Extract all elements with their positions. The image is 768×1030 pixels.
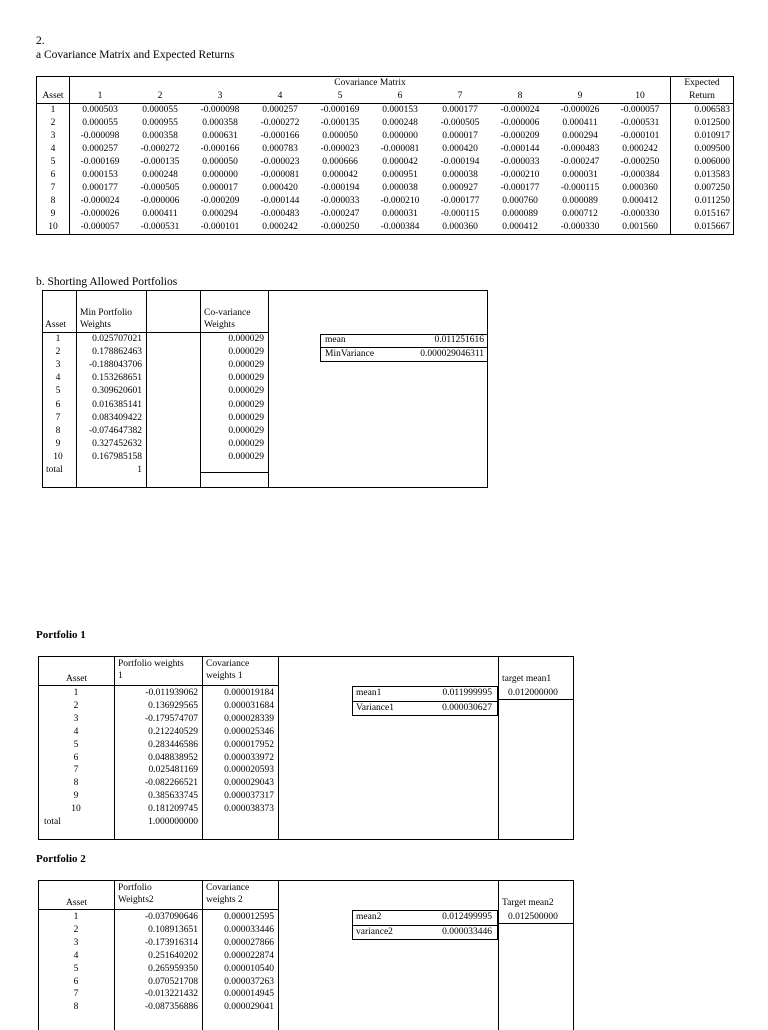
cov-value-cell: -0.000006 [500,118,540,128]
asset-number: 5 [73,963,79,974]
p1-col2-header-2: weights 1 [206,671,243,681]
total-label: total [46,465,63,475]
portfolio-weight: -0.011939062 [145,688,198,698]
portfolio-weight: 0.048838952 [148,752,198,763]
cov-value-cell: -0.000250 [610,156,671,169]
portfolio-weight: 0.167985158 [92,451,142,462]
portfolio-weight: 0.016385141 [92,399,142,410]
cov-value-cell: -0.000483 [260,209,300,219]
total-value: 1.000000000 [148,817,198,827]
cov-value-cell: 0.000412 [502,222,538,232]
cov-column-header: 1 [97,91,103,101]
covariance-weight: 0.000029 [228,412,264,423]
cov-row [37,182,734,195]
expected-return-cell: 0.015667 [694,222,730,232]
total-value: 1 [137,465,142,475]
expected-return-cell: 0.006000 [694,157,730,167]
section-b-title: b. Shorting Allowed Portfolios [36,276,178,288]
cov-value-cell: 0.000420 [262,183,298,193]
portfolio-weight: 0.070521708 [148,976,198,987]
covariance-weight: 0.000027866 [224,937,274,948]
b-col1-header-2: Weights [80,320,111,330]
covariance-weight: 0.000012595 [224,912,274,922]
cov-asset-cell: 7 [37,182,70,195]
stat-value: 0.011251616 [434,335,484,345]
cov-value-cell: 0.000631 [202,131,238,141]
covariance-weight: 0.000029 [228,386,264,397]
divider [42,332,268,333]
covariance-weight: 0.000029 [228,373,264,384]
covariance-weight: 0.000022874 [224,950,274,961]
cov-value-cell: -0.000023 [320,144,360,154]
cov-value-cell: 0.000294 [562,131,598,141]
cov-value-cell: 0.000242 [610,143,671,156]
p1-asset-header: Asset [66,674,88,684]
cov-value-cell: -0.000098 [80,131,120,141]
cov-value-cell: -0.000483 [560,144,600,154]
cov-row [37,156,734,169]
covariance-weight: 0.000029 [228,334,264,344]
p2-target-value: 0.012500000 [508,912,558,922]
cov-asset-cell: 2 [37,117,70,130]
portfolio-weight: 0.385633745 [148,791,198,802]
cov-value-cell: -0.000209 [200,196,240,206]
portfolio-weight: 0.108913651 [148,924,198,935]
cov-value-cell: 0.001560 [610,221,671,235]
cov-value-cell: -0.000057 [80,222,120,232]
divider [498,923,574,924]
portfolio-1-title: Portfolio 1 [36,629,86,641]
p1-col1-header-1: Portfolio weights [118,659,184,669]
cov-asset-cell: 3 [37,130,70,143]
cov-value-cell: -0.000169 [320,105,360,115]
covariance-weight: 0.000033972 [224,752,274,763]
p1-col2-header-1: Covariance [206,659,250,669]
cov-column-header: 3 [217,91,223,101]
covariance-weight: 0.000037263 [224,976,274,987]
cov-value-cell: -0.000272 [140,144,180,154]
portfolio-weight: -0.188043706 [88,360,142,371]
cov-value-cell: -0.000101 [610,130,671,143]
divider [38,685,278,686]
expected-return-cell: 0.011250 [694,196,730,206]
cov-value-cell: -0.000384 [610,169,671,182]
covariance-weight: 0.000029043 [224,778,274,789]
covariance-weight: 0.000019184 [224,688,274,698]
cov-value-cell: -0.000247 [560,157,600,167]
cov-value-cell: -0.000505 [140,183,180,193]
cov-column-header: 7 [457,91,463,101]
expected-return-header-1: Expected [684,78,720,88]
cov-row [37,208,734,221]
cov-value-cell: -0.000026 [80,209,120,219]
p2-col1-header-1: Portfolio [118,883,152,893]
portfolio-weight: 0.251640202 [148,950,198,961]
divider [202,656,203,840]
cov-column-header: 9 [577,91,583,101]
cov-value-cell: 0.000294 [202,209,238,219]
cov-value-cell: -0.000210 [500,170,540,180]
cov-value-cell: -0.000505 [440,118,480,128]
asset-number: 4 [73,726,79,737]
cov-value-cell: 0.000712 [562,209,598,219]
stat-label: mean2 [356,912,382,922]
portfolio-2-title: Portfolio 2 [36,853,86,865]
cov-row [37,195,734,208]
divider [320,347,488,348]
cov-value-cell: 0.000000 [202,170,238,180]
stat-label: MinVariance [325,349,375,359]
expected-return-cell: 0.007250 [694,183,730,193]
cov-value-cell: 0.000042 [382,157,418,167]
cov-value-cell: 0.000038 [382,183,418,193]
portfolio-weight: -0.179574707 [144,713,198,724]
expected-return-cell: 0.013583 [694,170,730,180]
covariance-weight: 0.000020593 [224,765,274,776]
cov-value-cell: -0.000135 [140,157,180,167]
expected-return-cell: 0.006583 [694,105,730,115]
covariance-weight: 0.000038373 [224,804,274,815]
asset-number: 10 [53,451,63,462]
cov-value-cell: -0.000177 [440,196,480,206]
stat-value: 0.000033446 [442,927,492,937]
covariance-weight: 0.000029 [228,425,264,436]
divider [498,880,499,1030]
cov-value-cell: 0.000666 [322,157,358,167]
cov-value-cell: -0.000384 [380,222,420,232]
cov-column-header: 2 [157,91,163,101]
stat-value: 0.012499995 [442,912,492,922]
covariance-weight: 0.000029041 [224,1002,274,1013]
covariance-weight: 0.000010540 [224,963,274,974]
cov-value-cell: 0.000050 [202,157,238,167]
asset-number: 2 [55,347,61,358]
cov-value-cell: 0.000358 [142,131,178,141]
cov-value-cell: 0.000050 [322,131,358,141]
portfolio-weight: 0.283446586 [148,739,198,750]
portfolio-weight: 0.212240529 [148,726,198,737]
cov-row [37,169,734,182]
asset-number: 1 [73,688,79,698]
covariance-weight: 0.000033446 [224,924,274,935]
portfolio-weight: -0.082266521 [144,778,198,789]
cov-row [37,143,734,156]
cov-value-cell: -0.000169 [80,157,120,167]
portfolio-weight: -0.087356886 [144,1002,198,1013]
asset-number: 7 [73,765,79,776]
cov-column-header: 8 [517,91,523,101]
cov-value-cell: -0.000115 [560,183,600,193]
cov-value-cell: 0.000358 [202,118,238,128]
divider [278,656,279,840]
portfolio-weight: 0.025707021 [92,334,142,344]
asset-number: 3 [73,713,79,724]
cov-value-cell: -0.000144 [500,144,540,154]
cov-value-cell: -0.000098 [200,105,240,115]
cov-value-cell: -0.000209 [500,131,540,141]
covariance-weight: 0.000028339 [224,713,274,724]
divider [352,925,498,926]
divider [498,656,499,840]
divider [278,880,279,1030]
asset-number: 1 [55,334,61,344]
p2-col2-header-2: weights 2 [206,895,243,905]
cov-value-cell: -0.000024 [80,196,120,206]
cov-asset-cell: 9 [37,208,70,221]
covariance-weight: 0.000025346 [224,726,274,737]
cov-value-cell: 0.000257 [262,105,298,115]
portfolio-weight: -0.037090646 [144,912,198,922]
cov-value-cell: -0.000531 [140,222,180,232]
cov-value-cell: -0.000033 [500,157,540,167]
covariance-weight: 0.000029 [228,360,264,371]
cov-value-cell: -0.000023 [260,157,300,167]
cov-row [37,221,734,235]
cov-value-cell: -0.000194 [440,157,480,167]
cov-value-cell: 0.000031 [382,209,418,219]
expected-return-cell: 0.015167 [694,209,730,219]
cov-value-cell: 0.000360 [610,182,671,195]
cov-value-cell: -0.000115 [440,209,480,219]
divider [114,880,115,1030]
portfolio-weight: 0.309620601 [92,386,142,397]
stat-label: mean [325,335,346,345]
stat-value: 0.000029046311 [420,349,484,359]
asset-number: 4 [73,950,79,961]
cov-value-cell: -0.000166 [200,144,240,154]
p1-target-value: 0.012000000 [508,688,558,698]
covariance-matrix-title: Covariance Matrix [70,77,671,91]
covariance-weight: 0.000029 [228,347,264,358]
cov-value-cell: 0.000248 [142,170,178,180]
cov-value-cell: 0.000951 [382,170,418,180]
cov-value-cell: 0.000955 [142,118,178,128]
cov-row [37,117,734,130]
divider [146,290,147,488]
cov-value-cell: 0.000017 [442,131,478,141]
cov-value-cell: -0.000531 [610,117,671,130]
p2-target-label: Target mean2 [502,898,554,908]
asset-number: 3 [73,937,79,948]
cov-value-cell: 0.000153 [382,105,418,115]
divider [76,290,77,488]
b-col2-header-1: Co-variance [204,308,251,318]
cov-value-cell: -0.000026 [560,105,600,115]
section-a-title: a Covariance Matrix and Expected Returns [36,49,235,61]
portfolio-weight: 0.327452632 [92,438,142,449]
asset-number: 5 [55,386,61,397]
cov-asset-cell: 10 [37,221,70,235]
cov-value-cell: 0.000000 [382,131,418,141]
cov-value-cell: -0.000330 [610,208,671,221]
divider [352,701,498,702]
covariance-weight: 0.000029 [228,438,264,449]
asset-number: 6 [73,752,79,763]
divider [200,472,268,473]
cov-value-cell: 0.000783 [262,144,298,154]
covariance-weight: 0.000017952 [224,739,274,750]
cov-value-cell: 0.000042 [322,170,358,180]
asset-number: 10 [71,804,81,815]
portfolio-weight: -0.173916314 [144,937,198,948]
stat-label: mean1 [356,688,382,698]
portfolio-weight: 0.136929565 [148,700,198,711]
cov-value-cell: -0.000081 [260,170,300,180]
divider [268,290,269,488]
cov-value-cell: 0.000242 [262,222,298,232]
cov-value-cell: -0.000166 [260,131,300,141]
cov-value-cell: 0.000031 [562,170,598,180]
cov-value-cell: -0.000144 [260,196,300,206]
cov-value-cell: 0.000927 [442,183,478,193]
covariance-weight: 0.000031684 [224,700,274,711]
cov-value-cell: -0.000024 [500,105,540,115]
cov-value-cell: 0.000055 [142,105,178,115]
cov-value-cell: -0.000250 [320,222,360,232]
cov-value-cell: 0.000153 [82,170,118,180]
p2-asset-header: Asset [66,898,88,908]
cov-value-cell: 0.000055 [82,118,118,128]
asset-number: 2 [73,924,79,935]
cov-value-cell: 0.000360 [442,222,478,232]
stat-value: 0.000030627 [442,703,492,713]
cov-column-header: 5 [337,91,343,101]
cov-value-cell: -0.000177 [500,183,540,193]
portfolio-weight: 0.181209745 [148,804,198,815]
cov-value-cell: 0.000017 [202,183,238,193]
asset-number: 8 [73,1002,79,1013]
cov-value-cell: -0.000006 [140,196,180,206]
cov-value-cell: -0.000247 [320,209,360,219]
portfolio-weight: -0.013221432 [144,989,198,1000]
expected-return-cell: 0.009500 [694,144,730,154]
cov-value-cell: -0.000330 [560,222,600,232]
asset-number: 7 [73,989,79,1000]
cov-asset-cell: 4 [37,143,70,156]
cov-value-cell: -0.000057 [610,104,671,118]
covariance-weight: 0.000014945 [224,989,274,1000]
cov-value-cell: 0.000411 [562,118,598,128]
cov-value-cell: 0.000257 [82,144,118,154]
divider [38,909,278,910]
section-number: 2. [36,35,45,47]
covariance-matrix-table [36,76,734,235]
asset-number: 3 [55,360,61,371]
portfolio-weight: 0.025481169 [148,765,198,776]
cov-value-cell: -0.000210 [380,196,420,206]
cov-value-cell: 0.000420 [442,144,478,154]
cov-value-cell: 0.000089 [502,209,538,219]
cov-value-cell: -0.000194 [320,183,360,193]
asset-number: 5 [73,739,79,750]
portfolio-weight: 0.265959350 [148,963,198,974]
expected-return-cell: 0.010917 [694,131,730,141]
covariance-weight: 0.000029 [228,451,264,462]
expected-return-cell: 0.012500 [694,118,730,128]
cov-value-cell: 0.000038 [442,170,478,180]
portfolio-weight: -0.074647382 [88,425,142,436]
asset-number: 8 [55,425,61,436]
portfolio-weight: 0.083409422 [92,412,142,423]
cov-column-header: 10 [610,90,671,104]
portfolio-weight: 0.153268651 [92,373,142,384]
cov-value-cell: 0.000412 [610,195,671,208]
portfolio-weight: 0.178862463 [92,347,142,358]
asset-number: 9 [55,438,61,449]
cov-asset-cell: 1 [37,104,70,118]
cov-asset-cell: 5 [37,156,70,169]
p1-target-label: target mean1 [502,674,552,684]
b-col2-header-2: Weights [204,320,235,330]
asset-number: 9 [73,791,79,802]
cov-value-cell: -0.000272 [260,118,300,128]
divider [200,290,201,488]
asset-number: 2 [73,700,79,711]
cov-asset-cell: 6 [37,169,70,182]
asset-number: 6 [55,399,61,410]
cov-value-cell: 0.000503 [82,105,118,115]
divider [498,699,574,700]
expected-return-header-2: Return [689,91,715,101]
asset-number: 6 [73,976,79,987]
cov-value-cell: 0.000411 [142,209,178,219]
divider [114,656,115,840]
cov-column-header: 6 [397,91,403,101]
cov-row [37,104,734,118]
asset-number: 1 [73,912,79,922]
cov-asset-cell: 8 [37,195,70,208]
stat-label: Variance1 [356,703,394,713]
b-col1-header-1: Min Portfolio [80,308,132,318]
p1-col1-header-2: 1 [118,671,123,681]
covariance-weight: 0.000037317 [224,791,274,802]
cov-value-cell: -0.000135 [320,118,360,128]
asset-number: 7 [55,412,61,423]
p2-col1-header-2: Weights2 [118,895,154,905]
asset-number: 8 [73,778,79,789]
cov-column-header: 4 [277,91,283,101]
cov-value-cell: -0.000081 [380,144,420,154]
stat-value: 0.011999995 [442,688,492,698]
cov-value-cell: -0.000101 [200,222,240,232]
cov-row [37,130,734,143]
cov-value-cell: 0.000177 [442,105,478,115]
p2-col2-header-1: Covariance [206,883,250,893]
cov-value-cell: 0.000177 [82,183,118,193]
b-asset-header: Asset [45,320,67,330]
covariance-weight: 0.000029 [228,399,264,410]
cov-value-cell: 0.000089 [562,196,598,206]
divider [202,880,203,1030]
cov-value-cell: 0.000760 [502,196,538,206]
stat-label: variance2 [356,927,393,937]
cov-value-cell: -0.000033 [320,196,360,206]
asset-header: Asset [37,90,70,104]
cov-value-cell: 0.000248 [382,118,418,128]
total-label: total [44,817,61,827]
asset-number: 4 [55,373,61,384]
